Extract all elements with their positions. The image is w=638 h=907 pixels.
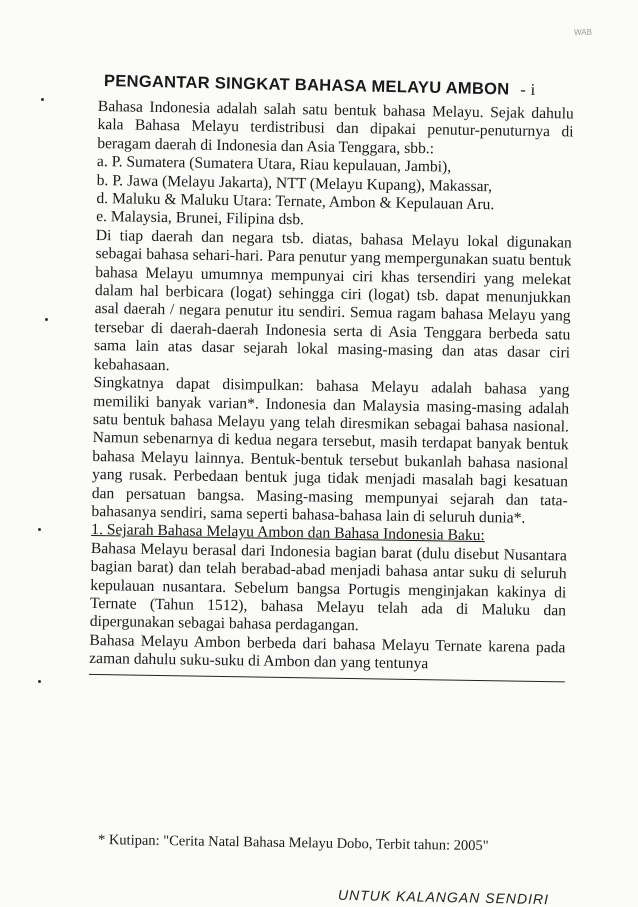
paragraph: Di tiap daerah dan negara tsb. diatas, bahasa Melayu lokal digunakan sebagai bahasa sehari-hari. Para penutur yang mempergunakan suatu bentuk bahasa Melayu umumnya mempunyai ciri khas tersendiri yang melekat dalam hal berbicara (logat) sehingga ciri (logat) tsb. dapat menunjukkan asal daerah / negara penutur itu sendiri. Semua ragam bahasa Melayu yang tersebar di daerah-daerah Indonesia serta di Asia Tenggara berbeda satu sama lain atas dasar sejarah lokal masing-masing dan atas dasar ciri kebahasaan.	[93, 226, 572, 374]
title-text: PENGANTAR SINGKAT BAHASA MELAYU AMBON	[103, 72, 510, 99]
corner-mark: WAB	[574, 28, 592, 37]
intro-paragraph: Bahasa Indonesia adalah salah satu bentuk bahasa Melayu. Sejak dahulu kala Bahasa Melayu terdistribusi dan dipakai penutur-penuturnya di beragam daerah di Indonesia dan Asia Tenggara, sbb.:	[97, 98, 574, 158]
body-text	[89, 98, 574, 682]
scan-speck	[38, 680, 41, 683]
paragraph: Bahasa Melayu berasal dari Indonesia bagian barat (dulu disebut Nusantara bagian barat) dan telah berabad-abad menjadi bahasa antar suku di seluruh kepulauan nusantara. Sebelum bangsa Portugis menginjakan kakinya di Ternate (Tahun 1512), bahasa Melayu telah ada di Maluku dan dipergunakan sebagai bahasa perdagangan.	[89, 539, 568, 635]
footnote: * Kutipan: "Cerita Natal Bahasa Melayu Dobo, Terbit tahun: 2005"	[97, 832, 489, 855]
region-item: e. Malaysia, Brunei, Filipina dsb.	[95, 208, 305, 229]
region-item: b. P. Jawa (Melayu Jakarta), NTT (Melayu Kupang), Makassar,	[96, 171, 493, 195]
region-list	[96, 153, 573, 234]
section-heading: 1. Sejarah Bahasa Melayu Ambon dan Bahasa Indonesia Baku:	[91, 521, 485, 545]
paragraph: Singkatnya dapat disimpulkan: bahasa Melayu adalah bahasa yang memiliki banyak varian*. Indonesia dan Malaysia masing-masing adalah satu bentuk bahasa Melayu yang telah diresmikan sebagai bahasa nasional. Namun sebenarnya di kedua negara tersebut, masih terdapat banyak bentuk bahasa Melayu lainnya. Bentuk-bentuk tersebut bukanlah bahasa nasional yang rusak. Perbedaan bentuk juga tidak menjadi masalah bagi kesatuan dan persatuan bangsa. Masing-masing mempunyai sejarah dan tata-bahasanya sendiri, sama seperti bahasa-bahasa lain di seluruh dunia*.	[91, 374, 570, 527]
page-title	[104, 71, 574, 101]
scan-speck	[38, 528, 41, 531]
page-footer: UNTUK KALANGAN SENDIRI	[337, 886, 550, 907]
paragraph: Bahasa Melayu Ambon berbeda dari bahasa Melayu Ternate karena pada zaman dahulu suku-suku di Ambon dan yang tentunya	[89, 631, 566, 673]
scan-speck	[45, 318, 48, 321]
title-suffix: - i	[520, 79, 536, 100]
region-item: d. Maluku & Maluku Utara: Ternate, Ambon & Kepulauan Aru.	[96, 190, 495, 214]
scan-speck	[41, 98, 44, 101]
region-item: a. P. Sumatera (Sumatera Utara, Riau kepulauan, Jambi),	[96, 153, 452, 176]
